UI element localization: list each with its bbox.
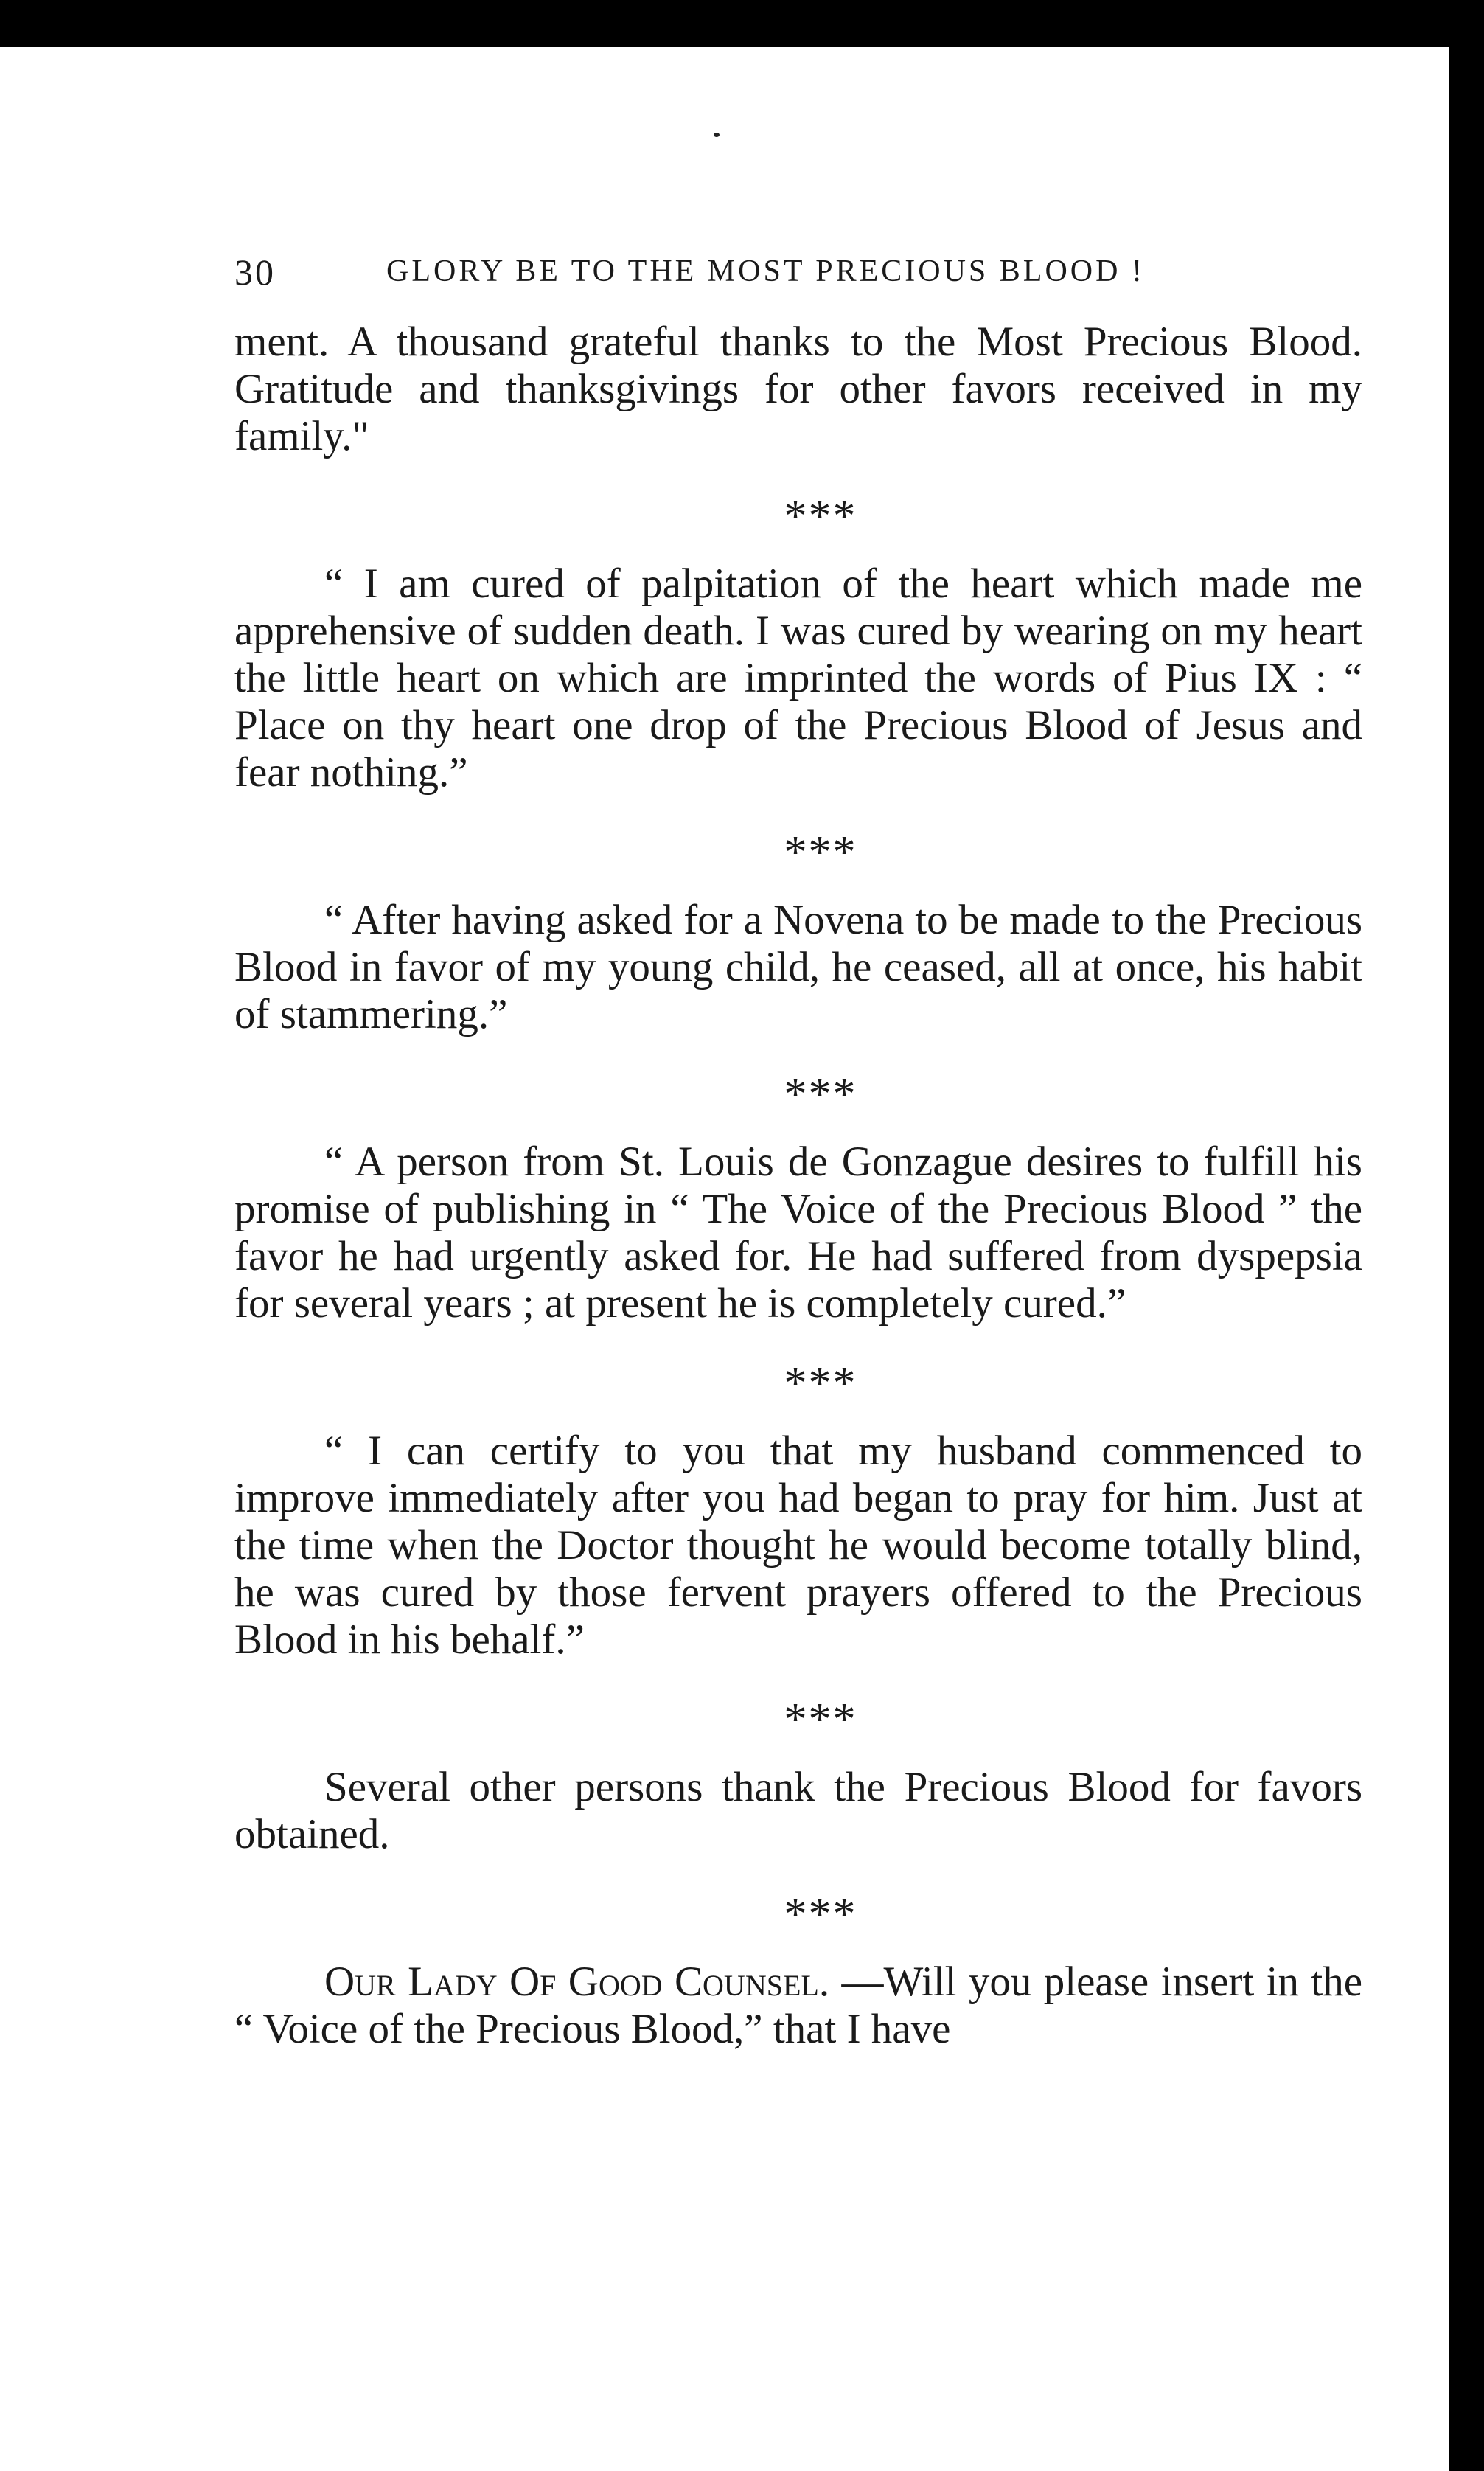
paragraph-continuation: ment. A thousand grateful thanks to the Most Precious Blood. Gratitude and thanksgivings for other favors received in my family."	[234, 319, 1362, 459]
asterism-divider: ***	[784, 491, 857, 541]
scan-right-border	[1449, 0, 1484, 2471]
asterism-divider: ***	[784, 827, 857, 877]
running-head-title: GLORY BE TO THE MOST PRECIOUS BLOOD !	[386, 254, 1145, 288]
paragraph-thanks: Several other persons thank the Precious Blood for favors obtained.	[234, 1764, 1362, 1857]
asterism-divider: ***	[784, 1889, 857, 1939]
page-number: 30	[234, 251, 276, 293]
body-text	[234, 319, 1362, 2053]
asterism-divider: ***	[784, 1695, 857, 1745]
paragraph-testimonial: “ I can certify to you that my husband commenced to improve immediately after you had began to pray for him. Just at the time when the Doctor thought he would become totally blind, he was cured by those fervent prayers offered to the Precious Blood in his behalf.”	[234, 1428, 1362, 1663]
paragraph-testimonial: “ I am cured of palpitation of the heart which made me apprehensive of sudden death. I was cured by wearing on my heart the little heart on which are imprinted the words of Pius IX : “ Place on thy heart one drop of the Precious Blood of Jesus and fear nothing.”	[234, 560, 1362, 796]
paragraph-testimonial: “ A person from St. Louis de Gonzague desires to fulfill his promise of publishing in “ The Voice of the Precious Blood ” the favor he had urgently asked for. He had suffered from dyspepsia for several years ; at present he is completely cured.”	[234, 1139, 1362, 1327]
scan-speck	[714, 133, 720, 137]
asterism-divider: ***	[784, 1358, 857, 1408]
running-head	[234, 251, 1362, 302]
section-heading: Our Lady Of Good Counsel.	[324, 1959, 830, 2005]
paragraph-final-text: —Will you please insert in the “ Voice of the Precious Blood,” that I have	[234, 1959, 1363, 2052]
book-page	[234, 251, 1362, 2053]
paragraph-testimonial: “ After having asked for a Novena to be made to the Precious Blood in favor of my young child, he ceased, all at once, his habit of stammering.”	[234, 897, 1362, 1038]
scan-top-border	[0, 0, 1484, 47]
asterism-divider: ***	[784, 1069, 857, 1119]
paragraph-final	[234, 1959, 1362, 2053]
